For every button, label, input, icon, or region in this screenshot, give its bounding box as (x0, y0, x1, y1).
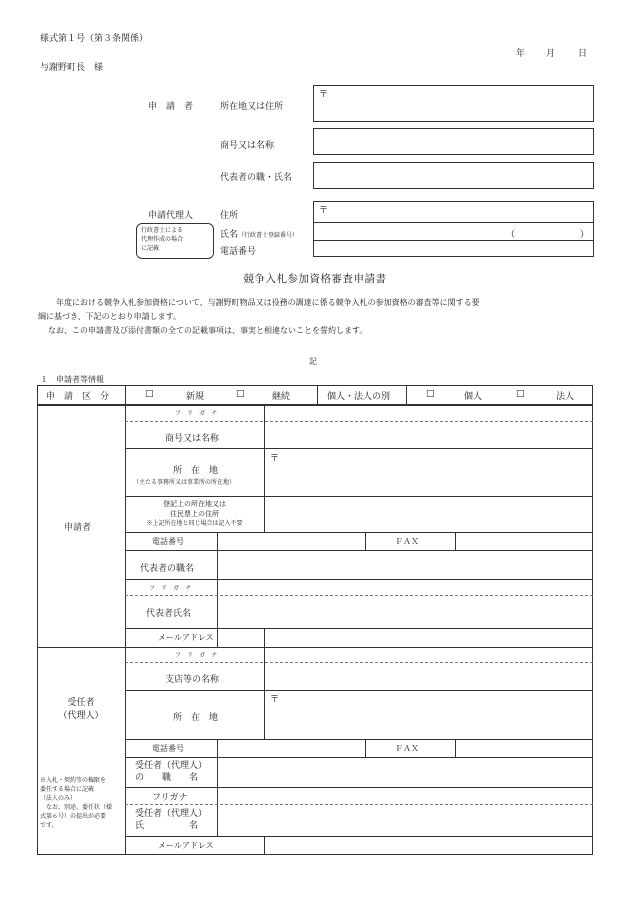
agent-phone-label: 電話番号 (220, 247, 257, 257)
agent-label: 申請代理人 (148, 211, 194, 221)
applicant-table (37, 405, 593, 648)
agent-address-label: 住所 (220, 211, 239, 221)
agent-info-box[interactable] (313, 201, 594, 257)
ki-label: 記 (309, 357, 317, 366)
reg-number-paren-open: （ (506, 230, 516, 240)
agent-furigana-label: フリガナ (152, 793, 188, 803)
applicant-address-label: 所在地又は住所 (220, 102, 284, 112)
agent-name-label: 受任者（代理人） 氏 名 (135, 809, 208, 831)
application-row (37, 385, 593, 405)
applicant-company-label: 商号又は名称 (220, 141, 275, 151)
body-line-3: なお、この申請書及び添付書類の全ての記載事項は、事実と相違ないことを誓約します。 (48, 326, 368, 335)
form-number: 様式第１号（第３条関係） (40, 34, 149, 44)
date-day: 日 (578, 49, 588, 59)
agent-group-label: 受任者 （代理人） (58, 698, 104, 721)
option-new-label: 新規 (186, 392, 205, 402)
type-label: 個人・法人の別 (327, 392, 391, 402)
address-label: 所 在 地 (173, 466, 219, 476)
fax-label: ＦＡＸ (395, 537, 419, 546)
agent-title-label: 受任者（代理人） の 職 名 (135, 761, 208, 783)
rep-title-label: 代表者の職名 (140, 564, 195, 574)
divider (313, 222, 594, 223)
date-year: 年 (516, 49, 526, 59)
address-note: （主たる事務所又は事業所の所在地） (133, 479, 236, 486)
application-type-label: 申 請 区 分 (46, 392, 110, 402)
postal-mark: 〒 (270, 695, 280, 705)
applicant-rep-label: 代表者の職・氏名 (220, 173, 293, 183)
checkbox-new[interactable]: □ (145, 389, 154, 399)
agent-note: 行政書士による 代理作成の場合 に記載 (141, 227, 184, 252)
rep-furigana-label: フ リ ガ ナ (149, 585, 192, 592)
applicant-group-label: 申請者 (64, 523, 92, 533)
branch-address-label: 所 在 地 (173, 713, 219, 723)
rep-name-label: 代表者氏名 (146, 609, 192, 619)
body-line-2: 綱に基づき、下記のとおり申請します。 (38, 312, 182, 321)
postal-mark: 〒 (319, 206, 329, 216)
checkbox-individual[interactable]: □ (426, 389, 435, 399)
company-name-label: 商号又は名称 (165, 434, 220, 444)
postal-mark: 〒 (270, 454, 280, 464)
date-month: 月 (546, 49, 556, 59)
section1-title: １ 申請者等情報 (40, 375, 104, 384)
agent-fax-label: ＦＡＸ (395, 744, 419, 753)
applicant-rep-field[interactable] (313, 162, 594, 189)
agent-note: ※入札・契約等の権限を 委任する場合に記載 （法人のみ） なお、別途、委任状（様 式第６号）の提出が必要 です。 (40, 777, 113, 829)
addressee: 与謝野町長 様 (40, 63, 104, 73)
option-corporation-label: 法人 (556, 392, 575, 402)
checkbox-continue[interactable]: □ (236, 389, 245, 399)
applicant-label: 申 請 者 (148, 102, 194, 112)
registered-address-label: 登記上の所在地又は 住民票上の住所 ※上記所在地と同じ場合は記入不要 (146, 500, 243, 527)
branch-name-label: 支店等の名称 (165, 675, 220, 685)
phone-label: 電話番号 (152, 537, 184, 546)
reg-number-paren-close: ） (580, 230, 590, 240)
agent-table (37, 647, 593, 855)
body-line-1: 年度における競争入札参加資格について、与謝野町物品又は役務の調達に係る競争入札の参加資格の審査等に関する要 (56, 298, 480, 307)
agent-phone-label: 電話番号 (152, 744, 184, 753)
divider (313, 240, 594, 241)
postal-mark: 〒 (319, 90, 329, 100)
document-title: 競争入札参加資格審査申請書 (243, 273, 387, 285)
checkbox-corporation[interactable]: □ (516, 389, 525, 399)
agent-name-label: 氏名（行政書士登録番号） (220, 230, 299, 240)
agent-email-label: メールアドレス (158, 841, 214, 850)
branch-furigana-label: フ リ ガ ナ (175, 652, 218, 659)
applicant-address-field[interactable] (313, 85, 594, 122)
applicant-company-field[interactable] (313, 128, 594, 155)
option-continue-label: 継続 (272, 392, 291, 402)
option-individual-label: 個人 (464, 392, 483, 402)
furigana-label: フ リ ガ ナ (175, 410, 218, 417)
email-label: メールアドレス (158, 633, 214, 642)
